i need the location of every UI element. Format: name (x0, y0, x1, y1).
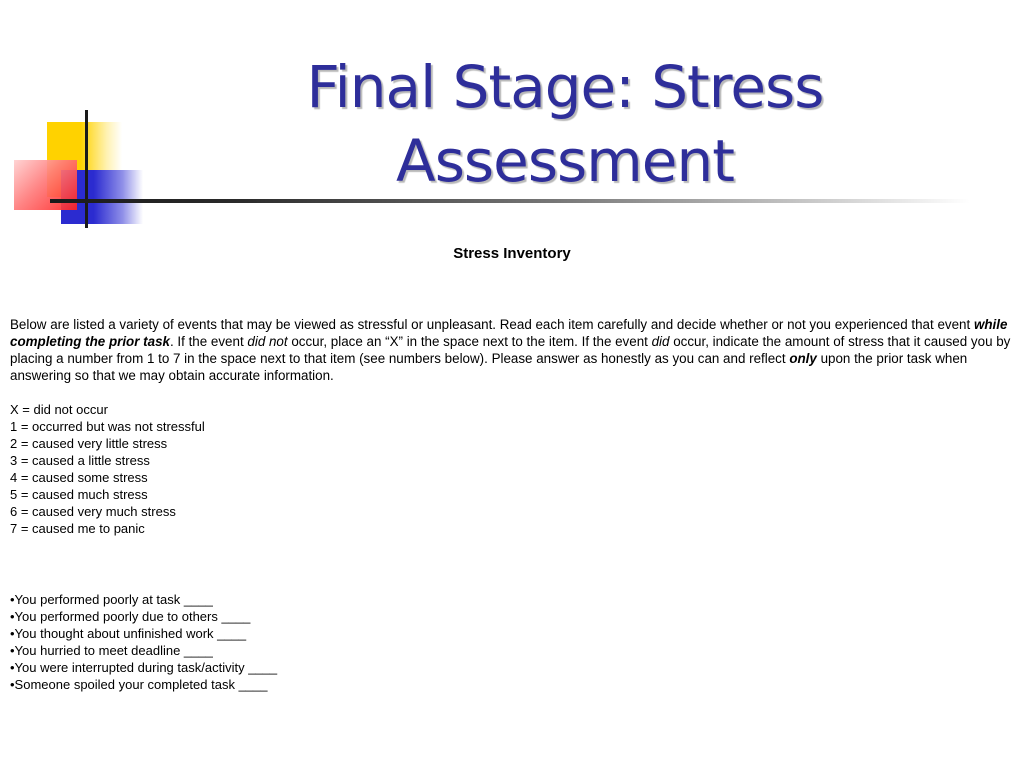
instructions-text-5: upon the prior task when answering so that we may obtain accurate information. (10, 351, 968, 383)
scale-item: 6 = caused very much stress (10, 504, 176, 519)
stress-event-item: •You were interrupted during task/activity ____ (10, 660, 278, 675)
title-divider-line (50, 199, 970, 203)
scale-item: 1 = occurred but was not stressful (10, 419, 205, 434)
stress-event-item: •Someone spoiled your completed task ____ (10, 677, 268, 692)
logo-vertical-line (85, 110, 88, 228)
scale-item: X = did not occur (10, 402, 108, 417)
slide-title (210, 50, 920, 198)
instructions-text-1: Below are listed a variety of events that may be viewed as stressful or unpleasant. Read each item carefully and decide whether or not you experienced that event (10, 317, 974, 332)
instructions-emphasis-2: did not (247, 334, 288, 349)
slide-logo-graphic (0, 0, 160, 240)
instructions-emphasis-1: while completing the prior task (10, 317, 1008, 349)
stress-event-item: •You performed poorly at task ____ (10, 592, 213, 607)
scale-item: 3 = caused a little stress (10, 453, 150, 468)
instructions-emphasis-3: did (651, 334, 670, 349)
stress-event-item: •You hurried to meet deadline ____ (10, 643, 213, 658)
scale-item: 2 = caused very little stress (10, 436, 168, 451)
scale-item: 7 = caused me to panic (10, 521, 145, 536)
scale-item: 4 = caused some stress (10, 470, 148, 485)
rating-scale-list (10, 401, 205, 537)
scale-item: 5 = caused much stress (10, 487, 148, 502)
slide-title-line-1: Final Stage: Stress (306, 53, 824, 121)
stress-event-item: •You thought about unfinished work ____ (10, 626, 247, 641)
instructions-text-2: . If the event (169, 334, 248, 349)
stress-event-list (10, 591, 277, 693)
instructions-text-3: occur, place an “X” in the space next to the item. If the event (287, 334, 652, 349)
stress-event-item: •You performed poorly due to others ____ (10, 609, 251, 624)
instructions-emphasis-4: only (789, 351, 817, 366)
instructions-paragraph (10, 316, 1015, 384)
section-heading: Stress Inventory (453, 245, 571, 262)
instructions-text-4: occur, indicate the amount of stress that it caused you by placing a number from 1 to 7 in the space next to that item (see numbers below). Please answer as honestly as you can and reflect (10, 334, 1011, 366)
slide-title-line-2: Assessment (396, 127, 734, 195)
